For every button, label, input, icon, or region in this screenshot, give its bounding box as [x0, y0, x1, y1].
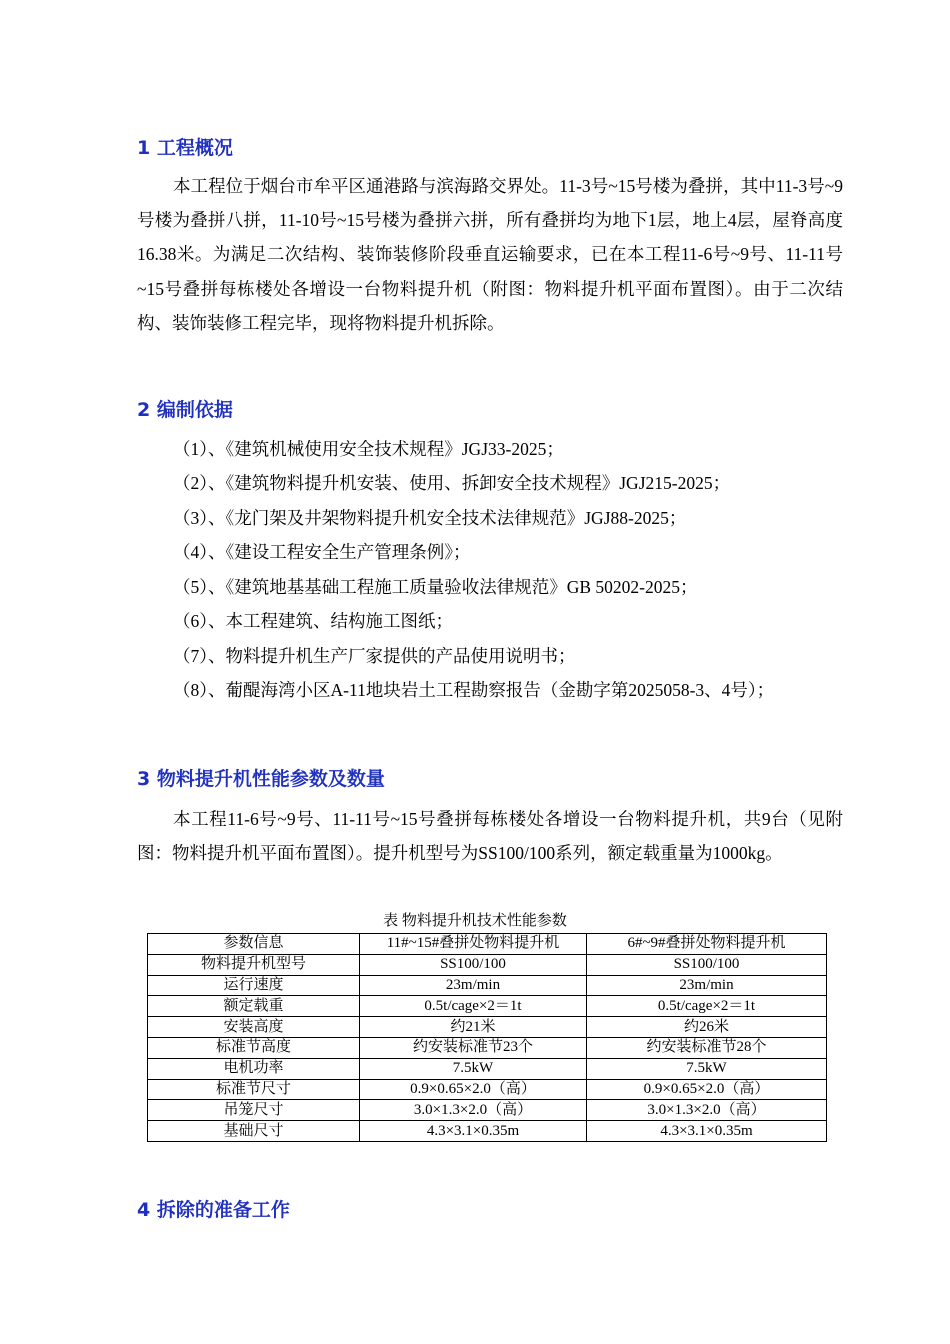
table-cell: 0.5t/cage×2＝1t	[360, 996, 587, 1017]
table-cell: 3.0×1.3×2.0（高）	[587, 1100, 827, 1121]
table-header-cell: 6#~9#叠拼处物料提升机	[587, 934, 827, 955]
table-cell: 7.5kW	[360, 1058, 587, 1079]
section-3-heading: 3 物料提升机性能参数及数量	[137, 768, 385, 790]
table-cell: 物料提升机型号	[148, 954, 360, 975]
table-cell: 0.9×0.65×2.0（高）	[587, 1079, 827, 1100]
table-cell: 23m/min	[587, 975, 827, 996]
table-row	[148, 954, 827, 975]
table-row	[148, 975, 827, 996]
table-row	[148, 1121, 827, 1142]
table-row	[148, 1017, 827, 1038]
table-cell: 运行速度	[148, 975, 360, 996]
table-row	[148, 996, 827, 1017]
table-cell: 基础尺寸	[148, 1121, 360, 1142]
reference-item: （4）、《建设工程安全生产管理条例》；	[173, 542, 471, 562]
reference-item: （6）、本工程建筑、结构施工图纸；	[173, 611, 453, 631]
table-cell: 约安装标准节28个	[587, 1037, 827, 1058]
table-cell: 7.5kW	[587, 1058, 827, 1079]
table-cell: 额定载重	[148, 996, 360, 1017]
table-cell: 约26米	[587, 1017, 827, 1038]
reference-item: （1）、《建筑机械使用安全技术规程》JGJ33-2025；	[173, 439, 564, 459]
table-cell: 约21米	[360, 1017, 587, 1038]
table-cell: 安装高度	[148, 1017, 360, 1038]
reference-item: （5）、《建筑地基基础工程施工质量验收法律规范》GB 50202-2025；	[173, 577, 698, 597]
table-cell: 3.0×1.3×2.0（高）	[360, 1100, 587, 1121]
reference-item: （7）、物料提升机生产厂家提供的产品使用说明书；	[173, 646, 576, 666]
table-header-row	[148, 934, 827, 955]
table-cell: 标准节高度	[148, 1037, 360, 1058]
reference-item: （2）、《建筑物料提升机安装、使用、拆卸安全技术规程》JGJ215-2025；	[173, 473, 731, 493]
table-cell: 吊笼尺寸	[148, 1100, 360, 1121]
reference-item: （8）、葡醍海湾小区A-11地块岩土工程勘察报告（金勘字第2025058-3、4号）；	[173, 680, 775, 700]
table-caption: 表 物料提升机技术性能参数	[383, 913, 567, 929]
table-cell: SS100/100	[587, 954, 827, 975]
section-1-heading: 1 工程概况	[137, 137, 233, 159]
table-cell: 电机功率	[148, 1058, 360, 1079]
table-row	[148, 1079, 827, 1100]
section-1-paragraph: 本工程位于烟台市牟平区通港路与滨海路交界处。11-3号~15号楼为叠拼，其中11-3号~9号楼为叠拼八拼，11-10号~15号楼为叠拼六拼，所有叠拼均为地下1层，地上4层，屋脊高度16.38米。为满足二次结构、装饰装修阶段垂直运输要求，已在本工程11-6号~9号、11-11号~15号叠拼每栋楼处各增设一台物料提升机（附图：物料提升机平面布置图）。由于二次结构、装饰装修工程完毕，现将物料提升机拆除。	[137, 176, 843, 333]
section-3-paragraph: 本工程11-6号~9号、11-11号~15号叠拼每栋楼处各增设一台物料提升机，共9台（见附图：物料提升机平面布置图）。提升机型号为SS100/100系列，额定载重量为1000kg。	[137, 809, 843, 864]
table-cell: 0.5t/cage×2＝1t	[587, 996, 827, 1017]
table-row	[148, 1100, 827, 1121]
table-cell: 4.3×3.1×0.35m	[360, 1121, 587, 1142]
table-header-cell: 参数信息	[148, 934, 360, 955]
table-cell: 标准节尺寸	[148, 1079, 360, 1100]
reference-item: （3）、《龙门架及井架物料提升机安全技术法律规范》JGJ88-2025；	[173, 508, 687, 528]
table-row	[148, 1058, 827, 1079]
section-2-heading: 2 编制依据	[137, 399, 233, 421]
section-4-heading: 4 拆除的准备工作	[137, 1199, 290, 1221]
table-cell: 约安装标准节23个	[360, 1037, 587, 1058]
parameters-table	[147, 933, 827, 1142]
table-cell: 0.9×0.65×2.0（高）	[360, 1079, 587, 1100]
table-cell: SS100/100	[360, 954, 587, 975]
table-cell: 4.3×3.1×0.35m	[587, 1121, 827, 1142]
table-cell: 23m/min	[360, 975, 587, 996]
table-header-cell: 11#~15#叠拼处物料提升机	[360, 934, 587, 955]
table-row	[148, 1037, 827, 1058]
